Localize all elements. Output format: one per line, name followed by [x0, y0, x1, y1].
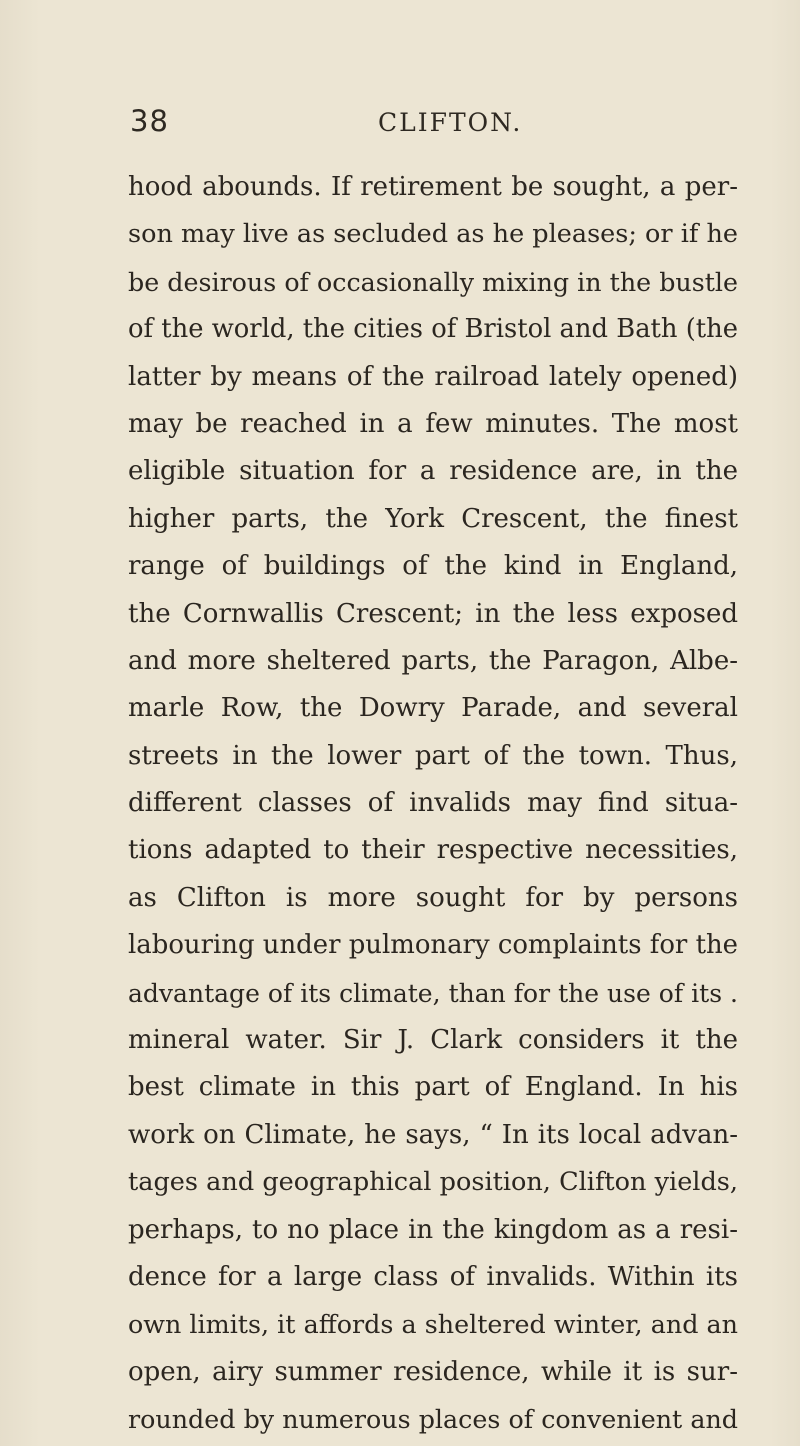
- text-line: hood abounds. If retirement be sought, a per-: [128, 172, 738, 202]
- running-head: [130, 104, 630, 144]
- text-line: son may live as secluded as he pleases; or if he: [128, 219, 738, 250]
- page-number: 38: [130, 104, 169, 138]
- body-text: [128, 164, 738, 1444]
- text-line: own limits, it affords a sheltered winter, and an: [128, 1309, 738, 1340]
- text-line: may be reached in a few minutes. The most: [128, 408, 738, 439]
- text-line: work on Climate, he says, “ In its local advan-: [128, 1119, 738, 1150]
- text-line: tages and geographical position, Clifton yields,: [128, 1167, 738, 1198]
- text-line: range of buildings of the kind in England,: [128, 551, 738, 582]
- text-line: labouring under pulmonary complaints for the: [128, 930, 738, 961]
- text-line: and more sheltered parts, the Paragon, Albe-: [128, 645, 738, 676]
- text-line: eligible situation for a residence are, in the: [128, 456, 738, 487]
- text-line: mineral water. Sir J. Clark considers it the: [128, 1025, 738, 1056]
- text-line: tions adapted to their respective necessities,: [128, 835, 738, 866]
- text-line: different classes of invalids may find situa-: [128, 788, 738, 819]
- text-line: advantage of its climate, than for the use of its .: [128, 978, 738, 1008]
- text-line: dence for a large class of invalids. Within its: [128, 1261, 738, 1292]
- text-line: rounded by numerous places of convenient and: [128, 1404, 738, 1435]
- text-line: perhaps, to no place in the kingdom as a resi-: [128, 1214, 738, 1245]
- text-line: open, airy summer residence, while it is sur-: [128, 1356, 738, 1387]
- running-title: CLIFTON.: [378, 108, 523, 137]
- text-line: of the world, the cities of Bristol and Bath (the: [128, 314, 738, 345]
- text-line: best climate in this part of England. In his: [128, 1072, 738, 1103]
- text-line: higher parts, the York Crescent, the finest: [128, 503, 738, 534]
- text-line: as Clifton is more sought for by persons: [128, 882, 738, 913]
- text-line: be desirous of occasionally mixing in the bustle: [128, 266, 738, 297]
- text-line: latter by means of the railroad lately opened): [128, 361, 738, 392]
- text-line: marle Row, the Dowry Parade, and several: [128, 693, 738, 724]
- text-line: streets in the lower part of the town. Thus,: [128, 740, 738, 771]
- text-line: the Cornwallis Crescent; in the less exposed: [128, 598, 738, 629]
